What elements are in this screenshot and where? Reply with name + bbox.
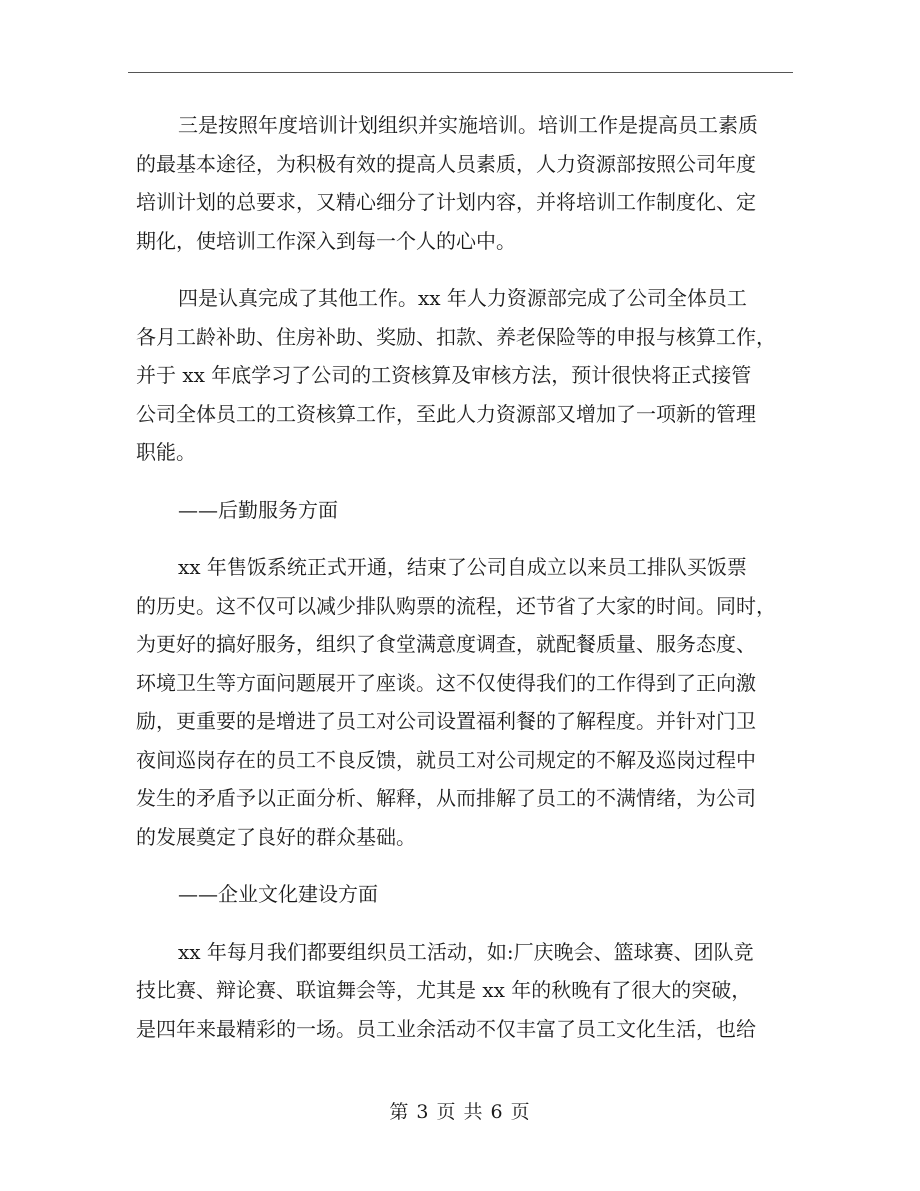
paragraph-gap	[136, 856, 786, 875]
paragraph-line: 培训计划的总要求，又精心细分了计划内容，并将培训工作制度化、定	[136, 190, 756, 214]
paragraph-line: 发生的矛盾予以正面分析、解释，从而排解了员工的不满情绪，为公司	[136, 786, 756, 810]
section-heading	[136, 875, 786, 914]
paragraph-gap	[136, 260, 786, 279]
paragraph-line: 的发展奠定了良好的群众基础。	[136, 824, 416, 849]
paragraph	[136, 548, 786, 856]
header-rule	[128, 72, 793, 73]
paragraph-line: 公司全体员工的工资核算工作，至此人力资源部又增加了一项新的管理	[136, 401, 756, 426]
paragraph-line: 是四年来最精彩的一场。员工业余活动不仅丰富了员工文化生活，也给	[136, 1016, 756, 1041]
paragraph-line: xx 年售饭系统正式开通，结束了公司自成立以来员工排队买饭票	[178, 555, 747, 579]
paragraph-gap	[136, 914, 786, 933]
section-heading-text: ——企业文化建设方面	[178, 882, 378, 906]
paragraph-line: 各月工龄补助、住房补助、奖励、扣款、养老保险等的申报与核算工作，	[136, 324, 776, 349]
paragraph-line: 并于 xx 年底学习了公司的工资核算及审核方法，预计很快将正式接管	[136, 363, 752, 387]
paragraph-line: 四是认真完成了其他工作。xx 年人力资源部完成了公司全体员工	[178, 286, 747, 310]
paragraph-line: 励，更重要的是增进了员工对公司设置福利餐的了解程度。并针对门卫	[136, 709, 756, 733]
paragraph-line: xx 年每月我们都要组织员工活动，如:厂庆晚会、篮球赛、团队竞	[178, 939, 754, 964]
page-number-footer: 第 3 页 共 6 页	[389, 1101, 531, 1123]
paragraph-line: 的历史。这不仅可以减少排队购票的流程，还节省了大家的时间。同时，	[136, 593, 776, 618]
paragraph-line: 期化，使培训工作深入到每一个人的心中。	[136, 228, 516, 253]
paragraph-line: 夜间巡岗存在的员工不良反馈，就员工对公司规定的不解及巡岗过程中	[136, 747, 756, 772]
section-heading	[136, 491, 786, 530]
paragraph-line: 职能。	[136, 440, 196, 464]
paragraph-line: 环境卫生等方面问题展开了座谈。这不仅使得我们的工作得到了正向激	[136, 670, 756, 695]
paragraph-gap	[136, 472, 786, 491]
document-body	[136, 106, 786, 1048]
paragraph	[136, 106, 786, 260]
paragraph-line: 的最基本途径，为积极有效的提高人员素质，人力资源部按照公司年度	[136, 151, 756, 176]
paragraph-line: 三是按照年度培训计划组织并实施培训。培训工作是提高员工素质	[178, 113, 758, 137]
paragraph-line: 技比赛、辩论赛、联谊舞会等，尤其是 xx 年的秋晚有了很大的突破，	[136, 978, 752, 1002]
paragraph	[136, 933, 786, 1049]
section-heading-text: ——后勤服务方面	[178, 497, 338, 522]
paragraph-line: 为更好的搞好服务，组织了食堂满意度调查，就配餐质量、服务态度、	[136, 632, 756, 656]
paragraph	[136, 279, 786, 472]
paragraph-gap	[136, 529, 786, 548]
